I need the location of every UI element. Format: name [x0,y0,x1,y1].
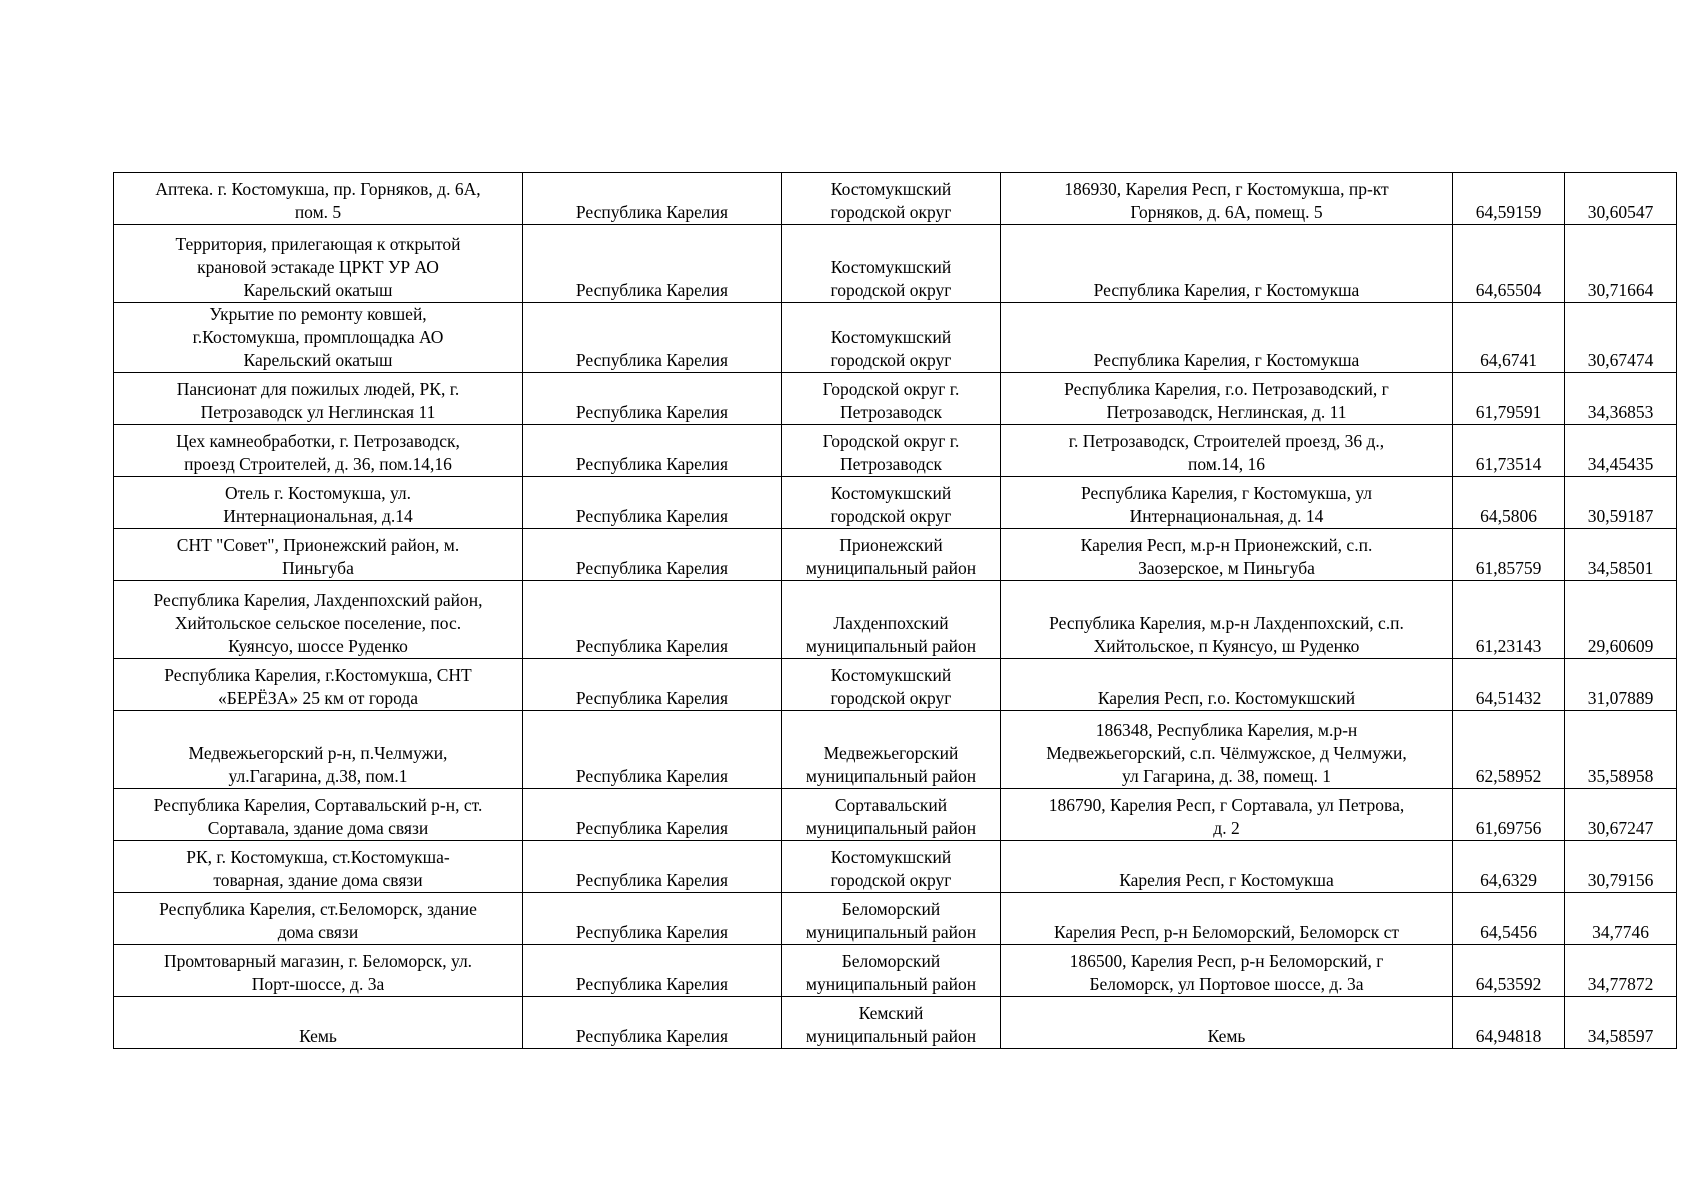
district-cell: Сортавальский муниципальный район [782,789,1001,841]
address-cell: Карелия Респ, р-н Беломорский, Беломорск ст [1001,893,1453,945]
latitude-cell: 61,79591 [1453,373,1565,425]
location-name-cell: Укрытие по ремонту ковшей, г.Костомукша, промплощадка АО Карельский окатыш [114,303,523,373]
location-name-cell: Территория, прилегающая к открытой крановой эстакаде ЦРКТ УР АО Карельский окатыш [114,225,523,303]
table-row [114,711,1677,789]
table-row [114,945,1677,997]
table-row [114,303,1677,373]
district-cell: Костомукшский городской округ [782,173,1001,225]
locations-table [113,172,1677,1049]
district-cell: Костомукшский городской округ [782,303,1001,373]
district-cell: Костомукшский городской округ [782,659,1001,711]
region-cell: Республика Карелия [523,841,782,893]
location-name-cell: РК, г. Костомукша, ст.Костомукша- товарная, здание дома связи [114,841,523,893]
table-row [114,893,1677,945]
district-cell: Костомукшский городской округ [782,225,1001,303]
table-row [114,425,1677,477]
longitude-cell: 30,60547 [1565,173,1677,225]
address-cell: г. Петрозаводск, Строителей проезд, 36 д., пом.14, 16 [1001,425,1453,477]
table-row [114,225,1677,303]
table-row [114,789,1677,841]
longitude-cell: 30,67247 [1565,789,1677,841]
table-row [114,659,1677,711]
latitude-cell: 64,51432 [1453,659,1565,711]
table-row [114,173,1677,225]
address-cell: 186500, Карелия Респ, р-н Беломорский, г Беломорск, ул Портовое шоссе, д. 3а [1001,945,1453,997]
latitude-cell: 64,53592 [1453,945,1565,997]
longitude-cell: 34,45435 [1565,425,1677,477]
longitude-cell: 34,58501 [1565,529,1677,581]
location-name-cell: СНТ "Совет", Прионежский район, м. Пиньгуба [114,529,523,581]
location-name-cell: Кемь [114,997,523,1049]
location-name-cell: Аптека. г. Костомукша, пр. Горняков, д. 6А, пом. 5 [114,173,523,225]
location-name-cell: Медвежьегорский р-н, п.Челмужи, ул.Гагарина, д.38, пом.1 [114,711,523,789]
longitude-cell: 34,7746 [1565,893,1677,945]
district-cell: Городской округ г. Петрозаводск [782,373,1001,425]
longitude-cell: 30,79156 [1565,841,1677,893]
region-cell: Республика Карелия [523,425,782,477]
latitude-cell: 61,85759 [1453,529,1565,581]
longitude-cell: 31,07889 [1565,659,1677,711]
address-cell: 186348, Республика Карелия, м.р-н Медвежьегорский, с.п. Чёлмужское, д Челмужи, ул Гагарина, д. 38, помещ. 1 [1001,711,1453,789]
longitude-cell: 34,58597 [1565,997,1677,1049]
latitude-cell: 64,5806 [1453,477,1565,529]
location-name-cell: Республика Карелия, Сортавальский р-н, ст. Сортавала, здание дома связи [114,789,523,841]
longitude-cell: 30,67474 [1565,303,1677,373]
table-row [114,529,1677,581]
location-name-cell: Пансионат для пожилых людей, РК, г. Петрозаводск ул Неглинская 11 [114,373,523,425]
district-cell: Медвежьегорский муниципальный район [782,711,1001,789]
latitude-cell: 64,65504 [1453,225,1565,303]
longitude-cell: 29,60609 [1565,581,1677,659]
latitude-cell: 64,6329 [1453,841,1565,893]
address-cell: Республика Карелия, г Костомукша, ул Интернациональная, д. 14 [1001,477,1453,529]
district-cell: Беломорский муниципальный район [782,893,1001,945]
table-body [114,173,1677,1049]
location-name-cell: Отель г. Костомукша, ул. Интернациональная, д.14 [114,477,523,529]
latitude-cell: 62,58952 [1453,711,1565,789]
district-cell: Городской округ г. Петрозаводск [782,425,1001,477]
district-cell: Костомукшский городской округ [782,841,1001,893]
latitude-cell: 61,23143 [1453,581,1565,659]
region-cell: Республика Карелия [523,997,782,1049]
latitude-cell: 64,5456 [1453,893,1565,945]
address-cell: 186930, Карелия Респ, г Костомукша, пр-кт Горняков, д. 6А, помещ. 5 [1001,173,1453,225]
address-cell: Республика Карелия, г Костомукша [1001,225,1453,303]
location-name-cell: Цех камнеобработки, г. Петрозаводск, проезд Строителей, д. 36, пом.14,16 [114,425,523,477]
table-row [114,997,1677,1049]
region-cell: Республика Карелия [523,173,782,225]
district-cell: Беломорский муниципальный район [782,945,1001,997]
region-cell: Республика Карелия [523,659,782,711]
longitude-cell: 34,77872 [1565,945,1677,997]
address-cell: Республика Карелия, г Костомукша [1001,303,1453,373]
region-cell: Республика Карелия [523,373,782,425]
latitude-cell: 61,69756 [1453,789,1565,841]
location-name-cell: Республика Карелия, Лахденпохский район, Хийтольское сельское поселение, пос. Куянсуо, шоссе Руденко [114,581,523,659]
address-cell: Карелия Респ, г Костомукша [1001,841,1453,893]
latitude-cell: 61,73514 [1453,425,1565,477]
longitude-cell: 34,36853 [1565,373,1677,425]
region-cell: Республика Карелия [523,529,782,581]
region-cell: Республика Карелия [523,477,782,529]
latitude-cell: 64,59159 [1453,173,1565,225]
region-cell: Республика Карелия [523,225,782,303]
longitude-cell: 35,58958 [1565,711,1677,789]
district-cell: Прионежский муниципальный район [782,529,1001,581]
district-cell: Лахденпохский муниципальный район [782,581,1001,659]
latitude-cell: 64,94818 [1453,997,1565,1049]
address-cell: Республика Карелия, г.о. Петрозаводский, г Петрозаводск, Неглинская, д. 11 [1001,373,1453,425]
address-cell: Кемь [1001,997,1453,1049]
longitude-cell: 30,59187 [1565,477,1677,529]
address-cell: Карелия Респ, м.р-н Прионежский, с.п. Заозерское, м Пиньгуба [1001,529,1453,581]
region-cell: Республика Карелия [523,711,782,789]
latitude-cell: 64,6741 [1453,303,1565,373]
district-cell: Костомукшский городской округ [782,477,1001,529]
longitude-cell: 30,71664 [1565,225,1677,303]
table-row [114,581,1677,659]
region-cell: Республика Карелия [523,789,782,841]
location-name-cell: Республика Карелия, г.Костомукша, СНТ «БЕРЁЗА» 25 км от города [114,659,523,711]
address-cell: Карелия Респ, г.о. Костомукшский [1001,659,1453,711]
region-cell: Республика Карелия [523,893,782,945]
table-row [114,477,1677,529]
region-cell: Республика Карелия [523,303,782,373]
region-cell: Республика Карелия [523,581,782,659]
district-cell: Кемский муниципальный район [782,997,1001,1049]
address-cell: Республика Карелия, м.р-н Лахденпохский, с.п. Хийтольское, п Куянсуо, ш Руденко [1001,581,1453,659]
location-name-cell: Республика Карелия, ст.Беломорск, здание дома связи [114,893,523,945]
location-name-cell: Промтоварный магазин, г. Беломорск, ул. Порт-шоссе, д. 3а [114,945,523,997]
table-row [114,841,1677,893]
table-row [114,373,1677,425]
region-cell: Республика Карелия [523,945,782,997]
address-cell: 186790, Карелия Респ, г Сортавала, ул Петрова, д. 2 [1001,789,1453,841]
